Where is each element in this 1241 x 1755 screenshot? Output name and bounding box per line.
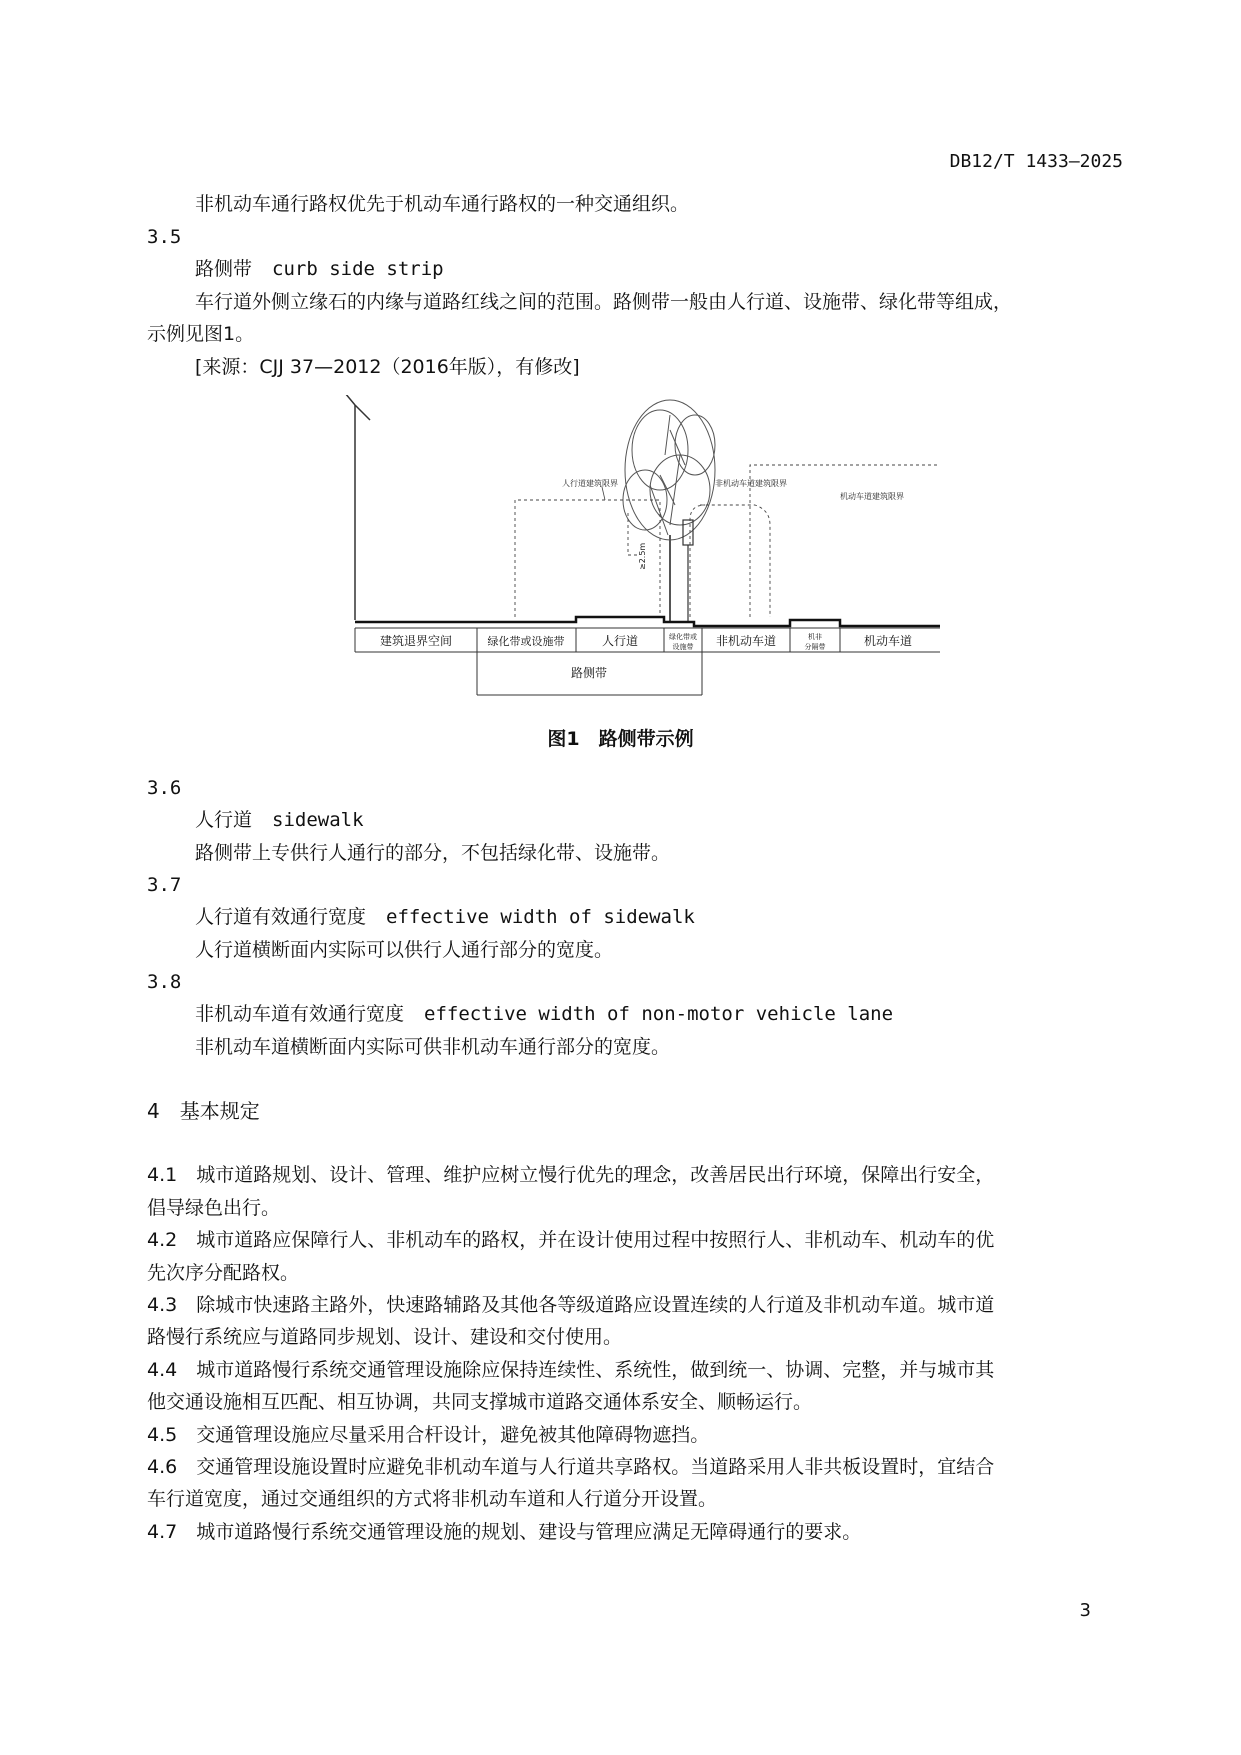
term-en: effective width of non-motor vehicle lane <box>424 1003 894 1025</box>
figure-curb-side-strip <box>340 395 940 700</box>
text-line: 人行道横断面内实际可以供行人通行部分的宽度。 <box>195 939 614 961</box>
text-line: 4.3 除城市快速路主路外，快速路辅路及其他各等级道路应设置连续的人行道及非机动车道。城市道 <box>147 1294 995 1316</box>
clause-number: 3.8 <box>147 971 182 993</box>
text-line: 车行道外侧立缘石的内缘与道路红线之间的范围。路侧带一般由人行道、设施带、绿化带等组成， <box>195 291 1013 313</box>
seg-sidewalk: 人行道 <box>601 634 639 648</box>
text-line: 非机动车道横断面内实际可供非机动车通行部分的宽度。 <box>195 1036 671 1058</box>
seg-motor: 机动车道 <box>863 634 913 648</box>
term-heading <box>195 906 695 928</box>
text-line: 先次序分配路权。 <box>147 1262 300 1284</box>
clause-number: 3.7 <box>147 874 182 896</box>
seg-facility-line2: 设施带 <box>672 643 694 651</box>
seg-nonmotor: 非机动车道 <box>715 634 777 648</box>
text-line: 4.2 城市道路应保障行人、非机动车的路权，并在设计使用过程中按照行人、非机动车、机动车的优 <box>147 1229 995 1251</box>
text-line: 倡导绿色出行。 <box>147 1197 281 1219</box>
curb-strip-label: 路侧带 <box>570 666 608 680</box>
clause-number: 3.6 <box>147 777 182 799</box>
label-sidewalk-clearance: 人行道建筑限界 <box>562 479 618 488</box>
clause-number: 3.5 <box>147 226 182 248</box>
text-line: 车行道宽度，通过交通组织的方式将非机动车道和人行道分开设置。 <box>147 1488 718 1510</box>
seg-divider-line1: 机非 <box>808 633 822 641</box>
pole-icon <box>683 520 693 621</box>
seg-facility-line1: 绿化带或 <box>669 633 697 641</box>
term-en: effective width of sidewalk <box>386 906 695 928</box>
page-number: 3 <box>1079 1600 1091 1621</box>
term-zh: 人行道有效通行宽度 <box>195 906 367 928</box>
term-zh: 路侧带 <box>195 258 253 280</box>
label-nonmotor-clearance: 非机动车道建筑限界 <box>715 479 787 488</box>
figure-caption: 图1 路侧带示例 <box>547 728 694 750</box>
seg-divider-line2: 分隔带 <box>804 643 826 651</box>
tree-icon <box>623 400 715 621</box>
building-icon <box>345 395 370 620</box>
nonmotor-clearance-outline <box>690 505 770 617</box>
text-line: 非机动车通行路权优先于机动车通行路权的一种交通组织。 <box>195 193 690 215</box>
term-en: sidewalk <box>272 809 364 831</box>
text-line: 路慢行系统应与道路同步规划、设计、建设和交付使用。 <box>147 1326 623 1348</box>
text-line: 示例见图1。 <box>147 323 255 345</box>
term-en: curb side strip <box>272 258 444 280</box>
term-heading <box>195 258 444 280</box>
text-line: 4.5 交通管理设施应尽量采用合杆设计，避免被其他障碍物遮挡。 <box>147 1424 710 1446</box>
ground-profile <box>355 617 940 626</box>
term-zh: 非机动车道有效通行宽度 <box>195 1003 405 1025</box>
text-line: 4.4 城市道路慢行系统交通管理设施除应保持连续性、系统性，做到统一、协调、完整，并与城市其 <box>147 1359 995 1381</box>
seg-setback: 建筑退界空间 <box>379 634 453 648</box>
doc-code: DB12/T 1433—2025 <box>949 151 1123 172</box>
text-line: 他交通设施相互匹配、相互协调，共同支撑城市道路交通体系安全、顺畅运行。 <box>147 1391 813 1413</box>
label-motor-clearance: 机动车道建筑限界 <box>840 492 904 501</box>
text-line: 4.6 交通管理设施设置时应避免非机动车道与人行道共享路权。当道路采用人非共板设置时，宜结合 <box>147 1456 995 1478</box>
seg-green: 绿化带或设施带 <box>487 635 565 648</box>
term-heading <box>195 809 364 831</box>
source-note: [来源：CJJ 37—2012（2016年版），有修改] <box>195 356 580 378</box>
text-line: 路侧带上专供行人通行的部分，不包括绿化带、设施带。 <box>195 842 671 864</box>
label-height: ≥2.5m <box>638 542 647 570</box>
term-zh: 人行道 <box>195 809 253 831</box>
section-heading: 4 基本规定 <box>147 1099 260 1123</box>
term-heading <box>195 1003 893 1025</box>
text-line: 4.7 城市道路慢行系统交通管理设施的规划、建设与管理应满足无障碍通行的要求。 <box>147 1521 862 1543</box>
text-line: 4.1 城市道路规划、设计、管理、维护应树立慢行优先的理念，改善居民出行环境，保障出行安全， <box>147 1164 995 1186</box>
